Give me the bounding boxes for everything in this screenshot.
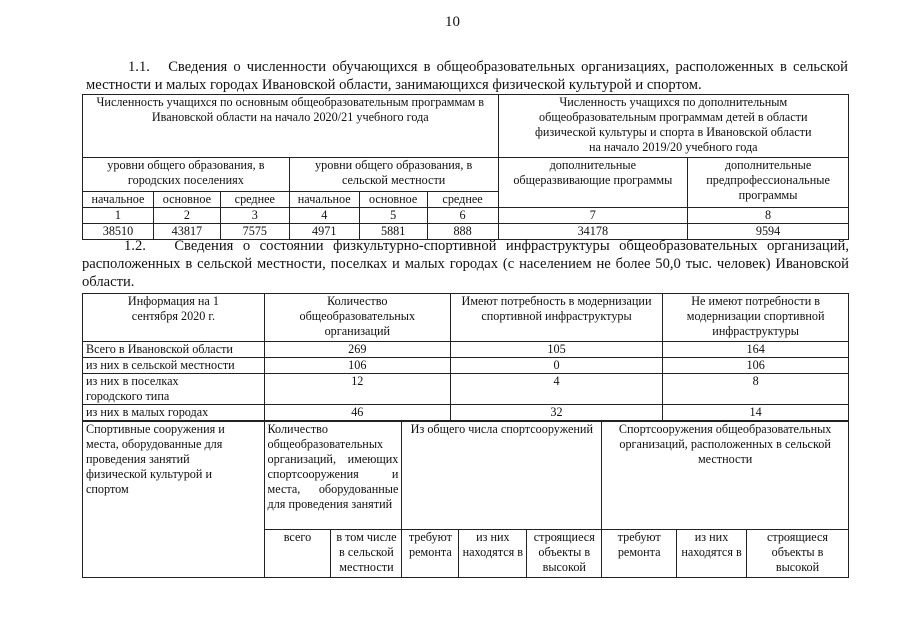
group-orgs-with-facilities: Количество общеобразовательных организаций, имеющих спортсооружения и места, оборудованные для проведения занятий [264, 422, 402, 530]
header-need-modernization: Имеют потребность в модернизации спортивной инфраструктуры [450, 294, 663, 342]
section-text: Сведения о численности обучающихся в общеобразовательных организациях, расположенных в сельской местности и малых городах Ивановской области, занимающихся физической культурой и спортом. [86, 59, 848, 93]
no-need-cell: 106 [663, 358, 849, 374]
subcol-header: в том числе в сельской местности [331, 530, 402, 578]
level-cell: начальное [289, 192, 359, 208]
row-label: Всего в Ивановской области [83, 342, 265, 358]
count-cell: 12 [264, 374, 450, 405]
col-number: 5 [359, 208, 427, 224]
section-text: Сведения о состоянии физкультурно-спортивной инфраструктуры общеобразовательных организаций, расположенных в сельской местности, поселках и малых городах (с населением не более 50,0 тыс. человек) Ивановской области. [82, 238, 850, 290]
no-need-cell: 14 [663, 405, 849, 421]
col-number: 1 [83, 208, 154, 224]
page-number: 10 [445, 14, 460, 30]
col-number: 3 [220, 208, 289, 224]
value-cell: 9594 [688, 224, 849, 240]
col-number: 4 [289, 208, 359, 224]
col-additional-general: дополнительные общеразвивающие программы [498, 158, 688, 208]
header-no-need-modernization: Не имеют потребности в модернизации спортивной инфраструктуры [663, 294, 849, 342]
count-cell: 106 [264, 358, 450, 374]
col-number: 7 [498, 208, 688, 224]
level-cell: среднее [427, 192, 498, 208]
header-additional-programs: Численность учащихся по дополнительным общеобразовательным программам детей в области физической культуры и спорта в Ивановской области на начало 2019/20 учебного года [498, 95, 848, 158]
row-label: из них в сельской местности [83, 358, 265, 374]
value-cell: 7575 [220, 224, 289, 240]
col-number: 6 [427, 208, 498, 224]
col-number: 8 [688, 208, 849, 224]
group-urban: уровни общего образования, в городских поселениях [83, 158, 290, 192]
value-cell: 4971 [289, 224, 359, 240]
subcol-header: из них находятся в [677, 530, 747, 578]
no-need-cell: 8 [663, 374, 849, 405]
value-cell: 888 [427, 224, 498, 240]
section-number: 1.1. [128, 59, 150, 75]
need-cell: 4 [450, 374, 663, 405]
section-number: 1.2. [124, 238, 146, 254]
row-label: из них в малых городах [83, 405, 265, 421]
value-cell: 43817 [153, 224, 220, 240]
subcol-header: из них находятся в [459, 530, 527, 578]
no-need-cell: 164 [663, 342, 849, 358]
need-cell: 0 [450, 358, 663, 374]
students-table [82, 94, 849, 240]
col-number: 2 [153, 208, 220, 224]
need-cell: 105 [450, 342, 663, 358]
infrastructure-table [82, 293, 849, 421]
value-cell: 38510 [83, 224, 154, 240]
header-info-date: Информация на 1 сентября 2020 г. [83, 294, 265, 342]
level-cell: основное [359, 192, 427, 208]
group-rural: уровни общего образования, в сельской местности [289, 158, 498, 192]
value-cell: 34178 [498, 224, 688, 240]
count-cell: 46 [264, 405, 450, 421]
section-1-2-paragraph [82, 237, 849, 291]
subcol-header: строящиеся объекты в высокой [747, 530, 849, 578]
count-cell: 269 [264, 342, 450, 358]
group-total-facilities: Из общего числа спортсооружений [402, 422, 602, 530]
row-header-facilities: Спортивные сооружения и места, оборудованные для проведения занятий физической культурой и спортом [83, 422, 265, 578]
subcol-header: требуют ремонта [602, 530, 677, 578]
group-rural-facilities: Спортсооружения общеобразовательных организаций, расположенных в сельской местности [602, 422, 849, 530]
subcol-header: всего [264, 530, 331, 578]
level-cell: начальное [83, 192, 154, 208]
subcol-header: требуют ремонта [402, 530, 459, 578]
level-cell: основное [153, 192, 220, 208]
level-cell: среднее [220, 192, 289, 208]
need-cell: 32 [450, 405, 663, 421]
header-org-count: Количество общеобразовательных организаций [264, 294, 450, 342]
row-label: из них в поселках городского типа [83, 374, 265, 405]
subcol-header: строящиеся объекты в высокой [527, 530, 602, 578]
value-cell: 5881 [359, 224, 427, 240]
col-additional-preprof: дополнительные предпрофессиональные программы [688, 158, 849, 208]
header-main-programs: Численность учащихся по основным общеобразовательным программам в Ивановской области на начало 2020/21 учебного года [83, 95, 499, 158]
sport-facilities-table [82, 421, 849, 578]
section-1-1-paragraph [86, 58, 848, 94]
